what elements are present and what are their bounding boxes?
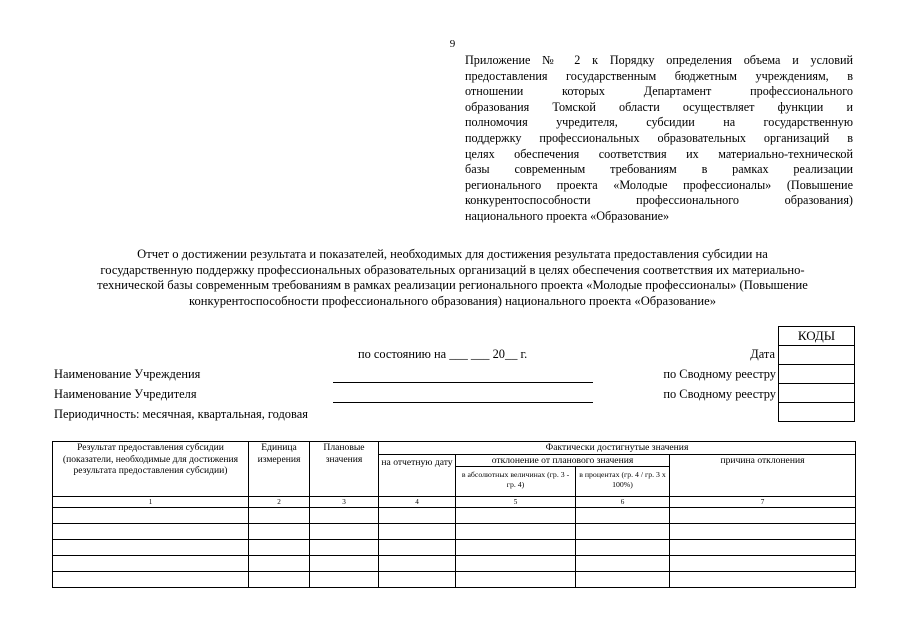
table-cell[interactable] [310,540,379,556]
table-cell[interactable] [53,524,249,540]
table-row [53,556,856,572]
appendix-line: Приложение № 2 к Порядку определения объема и условий [465,53,853,67]
table-cell[interactable] [456,524,576,540]
column-number: 5 [456,497,576,508]
registry-label-institution: по Сводному реестру [663,367,776,381]
table-cell[interactable] [53,572,249,588]
table-cell[interactable] [379,556,456,572]
table-row [53,540,856,556]
as-of-day[interactable]: ___ [449,347,468,361]
report-title-line: технической базы современным требованиям в рамках реализации регионального проекта «Молодые профессионалы» (Повышение [97,278,808,293]
report-title-line: конкурентоспособности профессионального образования) национального проекта «Образование» [188,293,717,308]
appendix-line: предоставления государственным бюджетным учреждениям, в [465,68,853,83]
table-cell[interactable] [456,508,576,524]
table-cell[interactable] [249,540,310,556]
table-cell[interactable] [53,556,249,572]
header-reason: причина отклонения [670,454,856,497]
table-cell[interactable] [670,556,856,572]
table-cell[interactable] [576,540,670,556]
as-of-date [358,346,527,362]
report-title-line: Отчет о достижении результата и показателей, необходимых для достижения результата предоставления субсидии на [137,247,768,261]
table-cell[interactable] [53,508,249,524]
appendix-line: поддержку профессиональных образовательных организаций в [465,130,853,145]
column-number: 7 [670,497,856,508]
codes-header: КОДЫ [779,327,855,346]
column-number: 4 [379,497,456,508]
table-cell[interactable] [379,572,456,588]
table-cell[interactable] [310,508,379,524]
table-cell[interactable] [456,540,576,556]
code-cell-periodicity[interactable] [779,403,855,422]
column-number: 2 [249,497,310,508]
table-cell[interactable] [670,540,856,556]
table-row [53,572,856,588]
table-row [53,524,856,540]
code-cell-institution-registry[interactable] [779,365,855,384]
table-cell[interactable] [310,556,379,572]
appendix-reference [465,53,853,225]
code-cell-date[interactable] [779,346,855,365]
codes-table [778,326,855,422]
column-number: 1 [53,497,249,508]
appendix-line: полномочия учредителя, субсидии на государственную [465,115,853,130]
appendix-line: конкурентоспособности профессионального образования) [465,193,853,208]
registry-label-founder: по Сводному реестру [663,387,776,401]
table-cell[interactable] [670,508,856,524]
table-row [53,508,856,524]
institution-label: Наименование Учреждения [54,367,201,381]
table-cell[interactable] [379,540,456,556]
header-actual: Фактически достигнутые значения [379,442,856,455]
table-cell[interactable] [576,508,670,524]
as-of-suffix: г. [520,347,528,361]
appendix-line: регионального проекта «Молодые профессионалы» (Повышение [465,177,853,192]
table-cell[interactable] [576,556,670,572]
as-of-prefix: по состоянию на [358,347,447,361]
table-cell[interactable] [670,524,856,540]
page-number: 9 [449,38,456,50]
header-percent: в процентах (гр. 4 / гр. 3 x 100%) [576,467,670,497]
header-reporting-date: на отчетную дату [379,454,456,497]
table-cell[interactable] [670,572,856,588]
column-number: 3 [310,497,379,508]
institution-name-line[interactable] [333,382,593,383]
table-cell[interactable] [249,508,310,524]
table-cell[interactable] [456,556,576,572]
periodicity-label: Периодичность: месячная, квартальная, годовая [54,407,308,421]
header-planned: Плановые значения [310,442,379,497]
table-cell[interactable] [53,540,249,556]
header-result: Результат предоставления субсидии (показатели, необходимые для достижения результата предоставления субсидии) [53,442,249,497]
appendix-line: национального проекта «Образование» [465,208,670,223]
founder-name-line[interactable] [333,402,593,403]
table-cell[interactable] [249,524,310,540]
as-of-year[interactable]: 20__ [492,347,518,361]
as-of-month[interactable]: ___ [470,347,490,361]
code-cell-founder-registry[interactable] [779,384,855,403]
appendix-line: базы современным требованиям в рамках реализации [465,162,853,177]
table-cell[interactable] [379,524,456,540]
header-unit: Единица измерения [249,442,310,497]
results-table [52,441,856,588]
table-cell[interactable] [576,572,670,588]
date-label: Дата [750,347,775,361]
table-cell[interactable] [249,556,310,572]
header-deviation: отклонение от планового значения [456,454,670,467]
table-cell[interactable] [379,508,456,524]
table-cell[interactable] [249,572,310,588]
appendix-line: целях обеспечения соответствия их материально-технической [465,146,853,161]
table-cell[interactable] [310,524,379,540]
table-cell[interactable] [576,524,670,540]
column-number: 6 [576,497,670,508]
report-title [50,247,855,309]
founder-label: Наименование Учредителя [54,387,197,401]
appendix-line: образования Томской области осуществляет функции и [465,99,853,114]
table-cell[interactable] [456,572,576,588]
header-absolute: в абсолютных величинах (гр. 3 - гр. 4) [456,467,576,497]
appendix-line: отношении которых Департамент профессионального [465,84,853,99]
table-cell[interactable] [310,572,379,588]
report-title-line: государственную поддержку профессиональных образовательных организаций в целях обеспечения соответствия их материально- [100,262,805,277]
